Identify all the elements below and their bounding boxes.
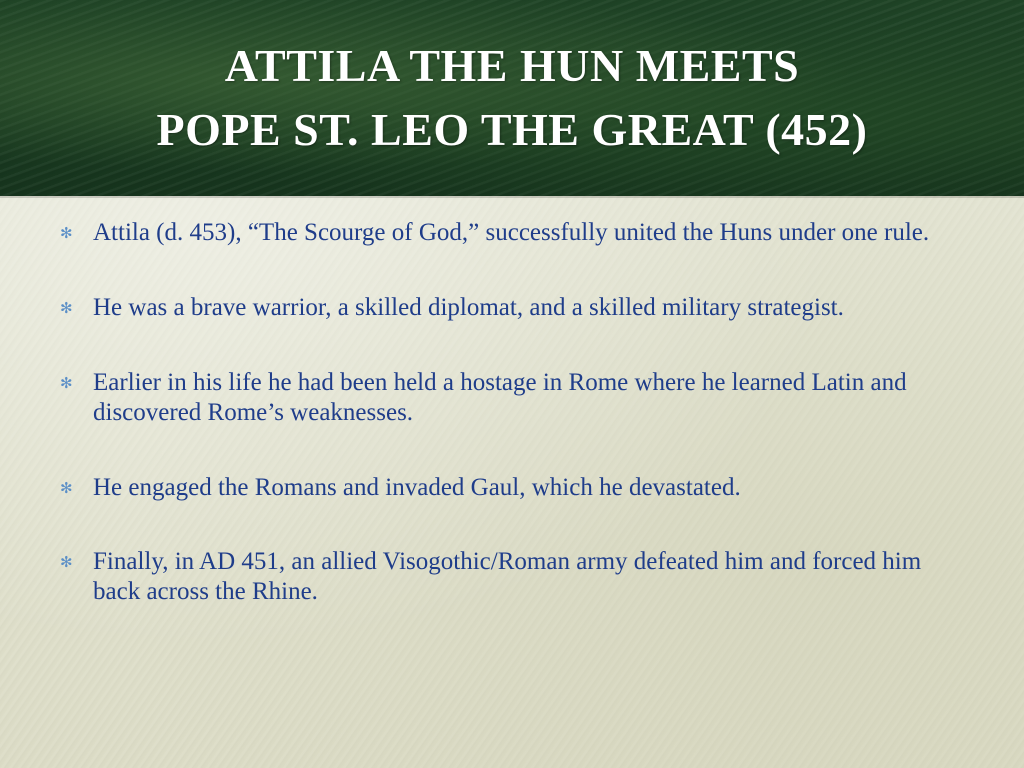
asterisk-bullet-icon: ✻ bbox=[60, 374, 73, 392]
bullet-item-4 bbox=[60, 473, 970, 503]
header-divider bbox=[0, 196, 1024, 198]
bullet-text-3: Earlier in his life he had been held a hostage in Rome where he learned Latin and discovered Rome’s weaknesses. bbox=[93, 369, 907, 426]
bullet-list bbox=[60, 218, 970, 652]
asterisk-bullet-icon: ✻ bbox=[60, 299, 73, 317]
title-line-1: ATTILA THE HUN MEETS bbox=[224, 40, 800, 91]
asterisk-bullet-icon: ✻ bbox=[60, 479, 73, 497]
asterisk-bullet-icon: ✻ bbox=[60, 224, 73, 242]
bullet-item-3 bbox=[60, 368, 970, 428]
title-line-2: POPE ST. LEO THE GREAT (452) bbox=[156, 104, 868, 155]
bullet-text-4: He engaged the Romans and invaded Gaul, which he devastated. bbox=[93, 474, 741, 501]
slide-title bbox=[0, 34, 1024, 162]
title-banner bbox=[0, 0, 1024, 196]
bullet-text-1: Attila (d. 453), “The Scourge of God,” successfully united the Huns under one rule. bbox=[93, 219, 930, 246]
asterisk-bullet-icon: ✻ bbox=[60, 553, 73, 571]
bullet-item-1 bbox=[60, 218, 970, 248]
bullet-item-2 bbox=[60, 293, 970, 323]
bullet-text-2: He was a brave warrior, a skilled diplomat, and a skilled military strategist. bbox=[93, 294, 844, 321]
bullet-text-5: Finally, in AD 451, an allied Visogothic/Roman army defeated him and forced him back across the Rhine. bbox=[93, 548, 922, 605]
bullet-item-5 bbox=[60, 547, 970, 607]
